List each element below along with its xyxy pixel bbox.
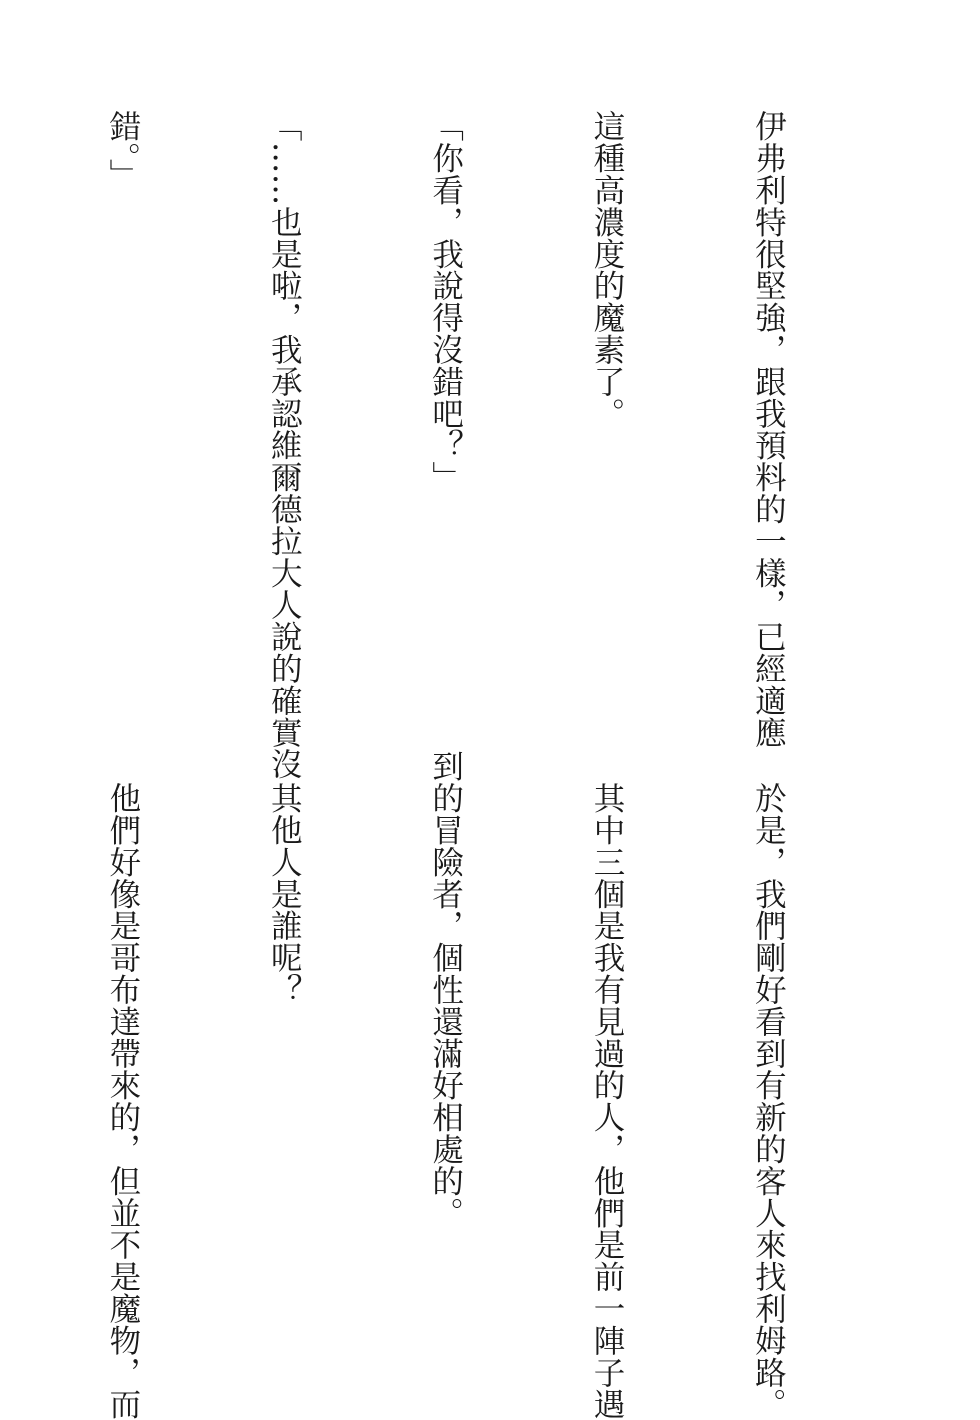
text-line: 「……也是啦，我承認維爾德拉大人說的確實沒 — [266, 110, 303, 780]
text-line: 其他人是誰呢？ — [266, 750, 303, 1006]
text-line: 到的冒險者，個性還滿好相處的。 — [427, 750, 464, 1229]
text-line: 伊弗利特很堅強，跟我預料的一樣，已經適應 — [750, 110, 787, 748]
text-line: 這種高濃度的魔素了。 — [589, 110, 626, 429]
text-line: 他們好像是哥布達帶來的，但並不是魔物，而 — [104, 750, 141, 1420]
lower-text-block — [0, 750, 902, 1420]
text-line: 其中三個是我有見過的人，他們是前一陣子遇 — [589, 750, 626, 1420]
upper-text-block — [0, 110, 902, 780]
text-line: 「你看，我說得沒錯吧？」 — [427, 110, 464, 493]
text-line: 錯。」 — [104, 110, 141, 190]
text-line: 於是，我們剛好看到有新的客人來找利姆路。 — [750, 750, 787, 1420]
